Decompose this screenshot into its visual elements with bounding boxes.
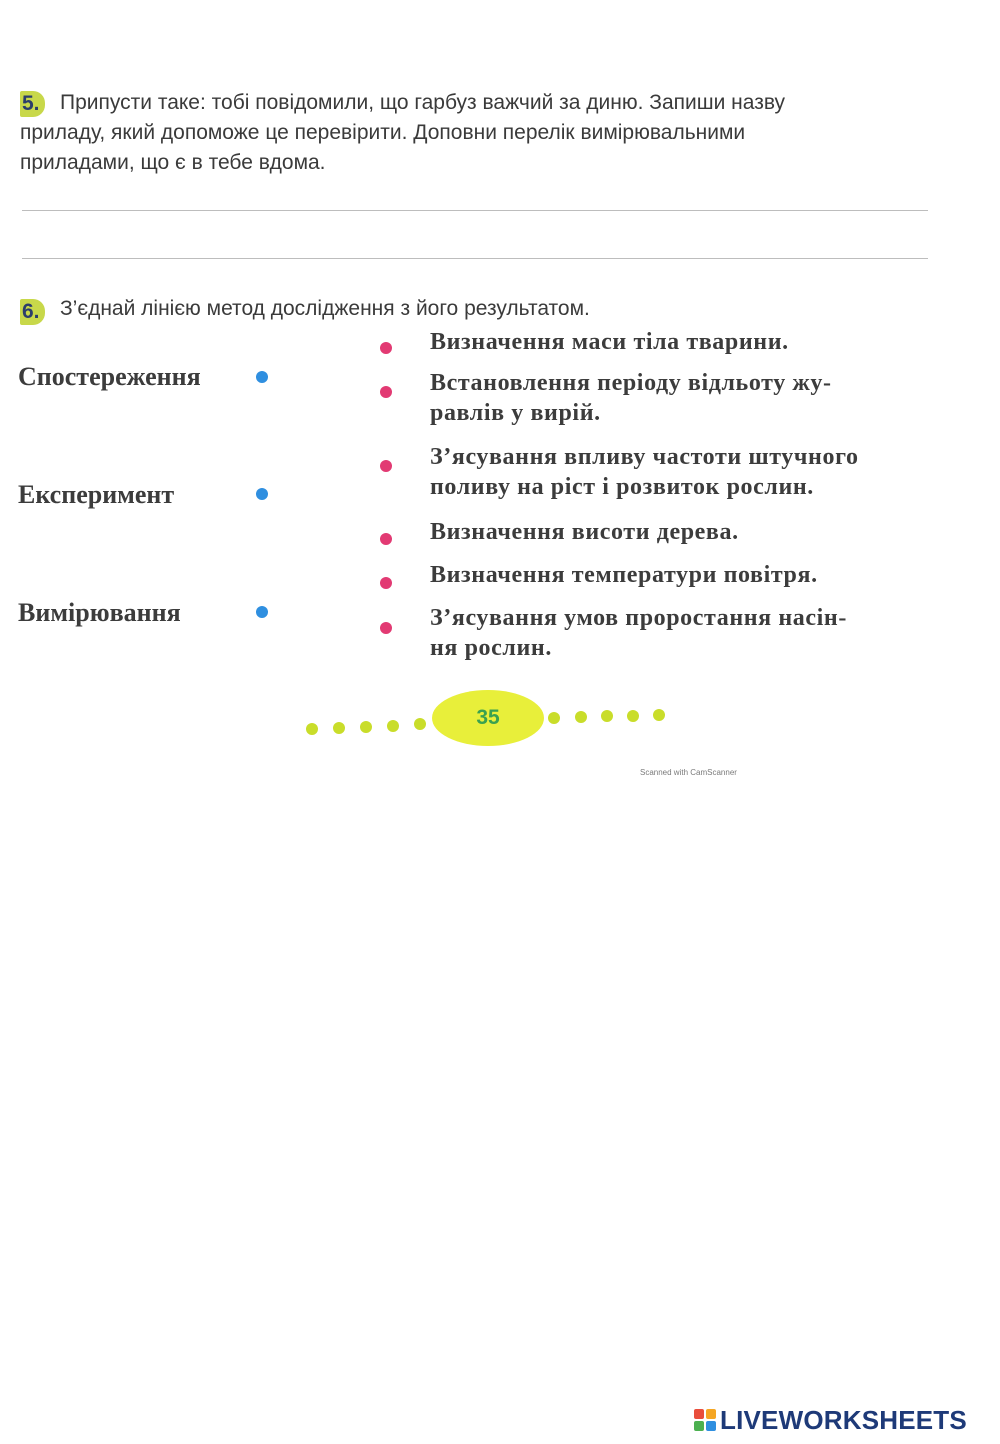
answer-line-1[interactable] <box>22 210 928 211</box>
page-decoration-dot <box>653 709 665 721</box>
result-5-line-1: Визначення температури повітря. <box>430 562 818 588</box>
method-experiment: Експеримент <box>18 480 175 509</box>
task-5-text-line-1: Припусти таке: тобі повідомили, що гарбуз важчий за диню. Запиши назву <box>60 91 786 114</box>
page-decoration-dot <box>387 720 399 732</box>
result-3-dot[interactable] <box>380 460 392 472</box>
result-4-line-1: Визначення висоти дерева. <box>430 519 739 545</box>
page-decoration-dot <box>306 723 318 735</box>
page-number: 35 <box>432 690 544 746</box>
page-decoration-dot <box>548 712 560 724</box>
result-3 <box>430 442 942 502</box>
result-1-line-1: Визначення маси тіла тварини. <box>430 329 789 355</box>
result-1 <box>430 327 942 357</box>
logo-square-blue <box>706 1421 716 1431</box>
logo-square-orange <box>706 1409 716 1419</box>
result-6 <box>430 603 942 663</box>
page-decoration-dot <box>333 722 345 734</box>
task-5-text-line-3: приладами, що є в тебе вдома. <box>20 151 326 174</box>
liveworksheets-wordmark: LIVEWORKSHEETS <box>720 1404 967 1435</box>
result-6-dot[interactable] <box>380 622 392 634</box>
liveworksheets-logo[interactable] <box>694 1404 967 1436</box>
result-2-line-1: Встановлення періоду відльоту жу- <box>430 370 832 396</box>
method-observation: Спостереження <box>18 362 201 391</box>
result-4-dot[interactable] <box>380 533 392 545</box>
task-5-number: 5. <box>20 91 45 117</box>
result-6-line-2: ня рослин. <box>430 635 552 661</box>
scan-watermark: Scanned with CamScanner <box>640 768 737 777</box>
result-5 <box>430 560 942 590</box>
method-observation-dot[interactable] <box>256 371 268 383</box>
method-experiment-dot[interactable] <box>256 488 268 500</box>
task-6-number: 6. <box>20 299 45 325</box>
page-decoration-dot <box>414 718 426 730</box>
logo-square-red <box>694 1409 704 1419</box>
result-1-dot[interactable] <box>380 342 392 354</box>
logo-square-green <box>694 1421 704 1431</box>
page-decoration-dot <box>575 711 587 723</box>
result-5-dot[interactable] <box>380 577 392 589</box>
result-3-line-2: поливу на ріст і розвиток рослин. <box>430 474 814 500</box>
page-decoration-dot <box>601 710 613 722</box>
result-2-line-2: равлів у вирій. <box>430 400 601 426</box>
result-4 <box>430 517 942 547</box>
answer-line-2[interactable] <box>22 258 928 259</box>
result-6-line-1: З’ясування умов проростання насін- <box>430 605 847 631</box>
result-2 <box>430 368 942 428</box>
result-3-line-1: З’ясування впливу частоти штучного <box>430 444 859 470</box>
task-5-text-line-2: приладу, який допоможе це перевірити. Доповни перелік вимірювальними <box>20 121 746 144</box>
method-measurement-dot[interactable] <box>256 606 268 618</box>
liveworksheets-logo-icon <box>694 1409 716 1431</box>
page-decoration-dot <box>360 721 372 733</box>
page-decoration-dot <box>627 710 639 722</box>
task-6-instruction: З’єднай лінією метод дослідження з його результатом. <box>60 297 590 320</box>
result-2-dot[interactable] <box>380 386 392 398</box>
method-measurement: Вимірювання <box>18 598 181 627</box>
